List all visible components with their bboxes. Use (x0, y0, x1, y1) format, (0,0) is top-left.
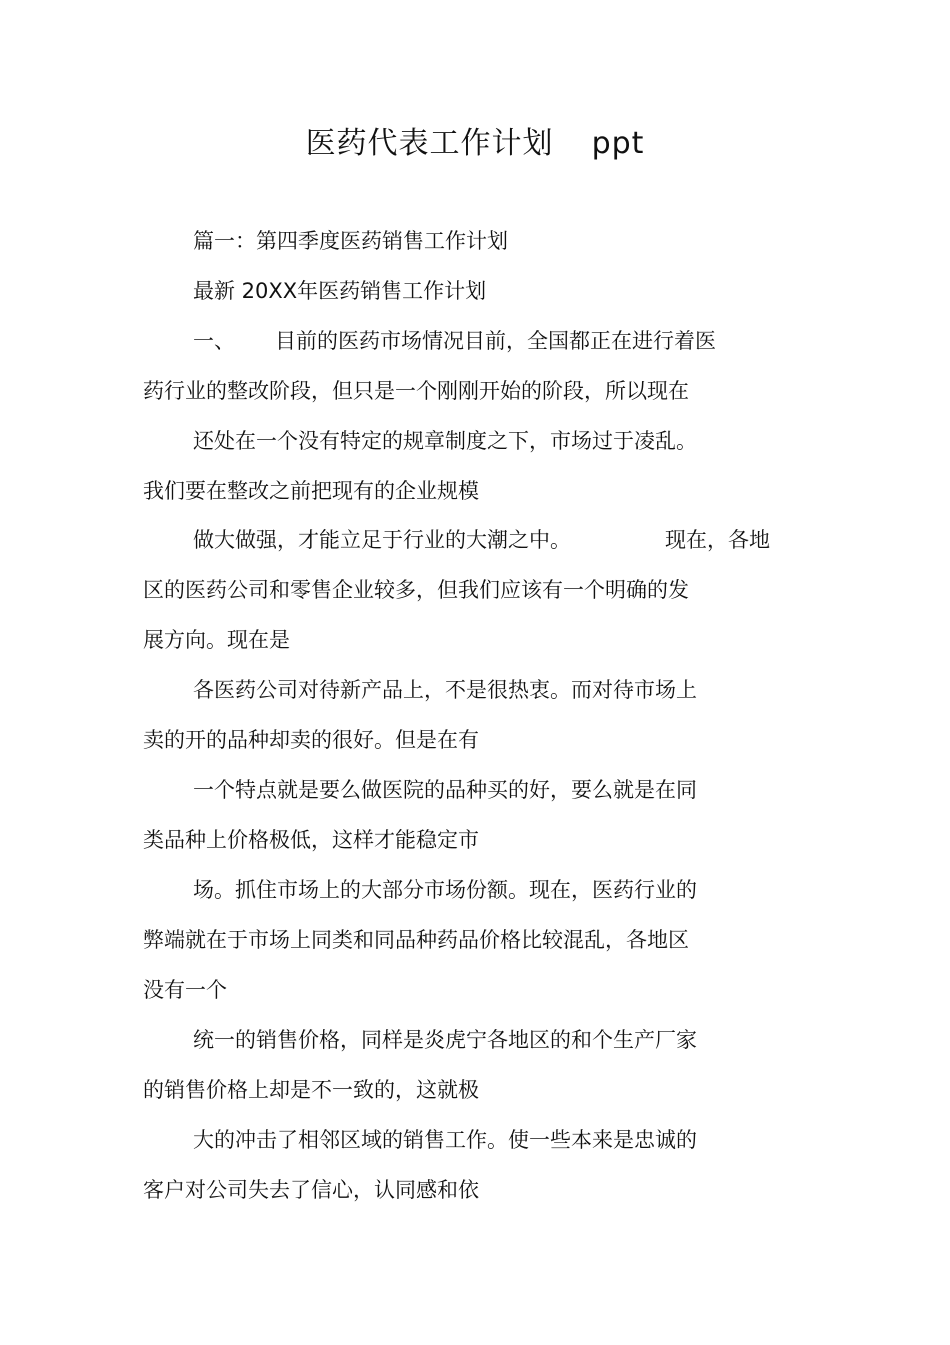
paragraph-line: 我们要在整改之前把现有的企业规模 (143, 479, 479, 503)
paragraph-line: 大的冲击了相邻区域的销售工作。使一些本来是忠诚的 (193, 1128, 697, 1152)
title-suffix: ppt (591, 126, 645, 161)
paragraph-line: 各医药公司对待新产品上，不是很热衷。而对待市场上 (193, 678, 697, 702)
paragraph-text: 现在，各地 (665, 528, 770, 552)
paragraph-text: 做大做强，才能立足于行业的大潮之中。 (193, 528, 571, 552)
document-title (0, 122, 950, 166)
paragraph-line: 展方向。现在是 (143, 628, 290, 652)
paragraph-line: 篇一：第四季度医药销售工作计划 (193, 229, 508, 253)
paragraph-text: 目前的医药市场情况目前，全国都正在进行着医 (275, 329, 716, 353)
paragraph-line: 的销售价格上却是不一致的，这就极 (143, 1078, 479, 1102)
paragraph-line (193, 525, 770, 555)
paragraph-line: 客户对公司失去了信心，认同感和依 (143, 1178, 479, 1202)
paragraph-line: 最新 20XX年医药销售工作计划 (193, 279, 487, 303)
paragraph-line: 区的医药公司和零售企业较多，但我们应该有一个明确的发 (143, 578, 689, 602)
paragraph-line: 没有一个 (143, 978, 227, 1002)
paragraph-line: 统一的销售价格，同样是炎虎宁各地区的和个生产厂家 (193, 1028, 697, 1052)
paragraph-line: 类品种上价格极低，这样才能稳定市 (143, 828, 479, 852)
paragraph-line: 弊端就在于市场上同类和同品种药品价格比较混乱，各地区 (143, 928, 689, 952)
paragraph-line: 还处在一个没有特定的规章制度之下，市场过于凌乱。 (193, 429, 697, 453)
paragraph-line: 场。抓住市场上的大部分市场份额。现在，医药行业的 (193, 878, 697, 902)
paragraph-line: 一个特点就是要么做医院的品种买的好，要么就是在同 (193, 778, 697, 802)
paragraph-line: 药行业的整改阶段，但只是一个刚刚开始的阶段，所以现在 (143, 379, 689, 403)
paragraph-line: 卖的开的品种却卖的很好。但是在有 (143, 728, 479, 752)
section-number: 一、 (193, 329, 235, 353)
title-main: 医药代表工作计划 (305, 126, 554, 161)
paragraph-line (193, 326, 716, 356)
